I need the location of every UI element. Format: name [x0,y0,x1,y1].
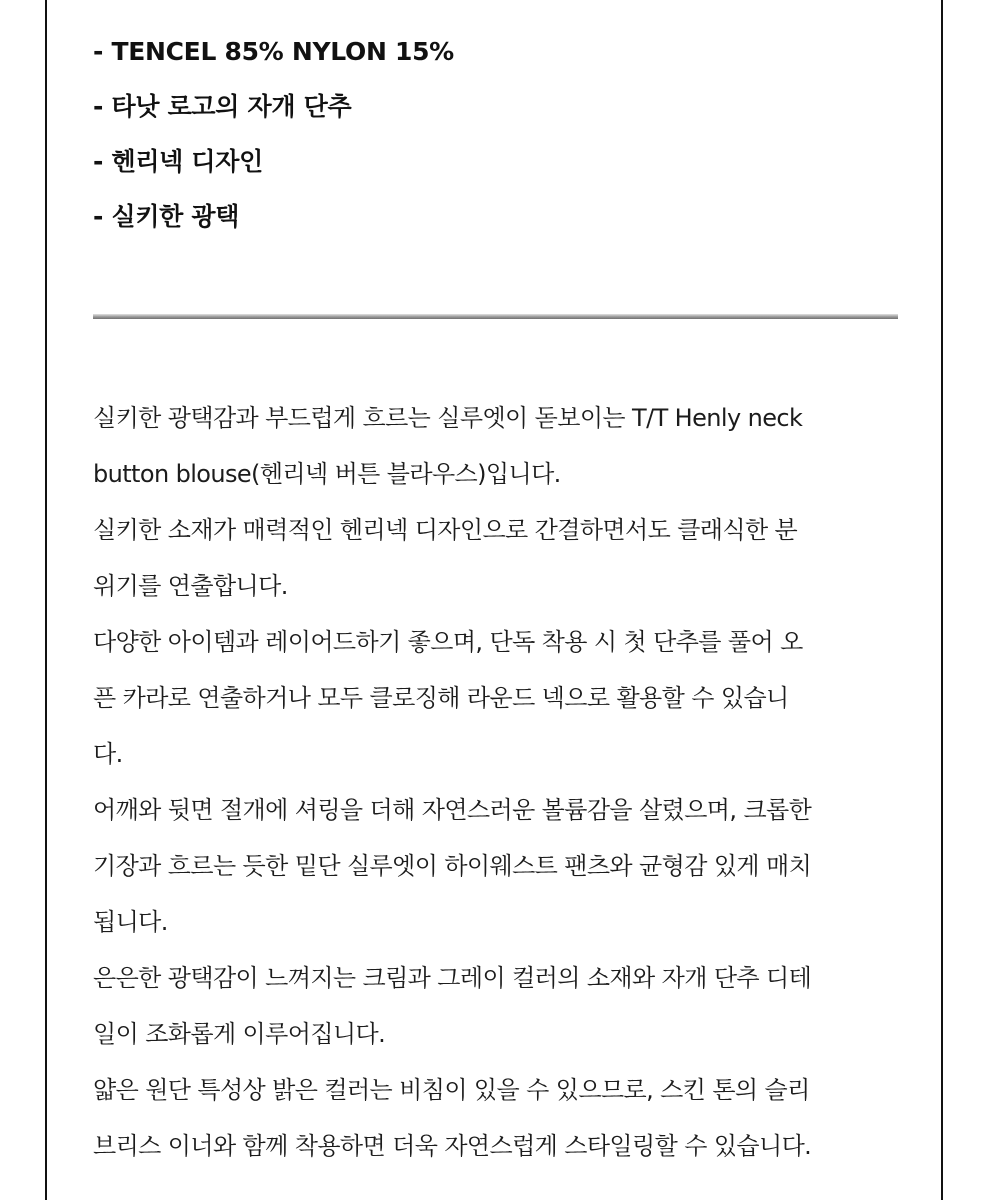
feature-design: - 헨리넥 디자인 [93,147,263,176]
section-divider [93,314,898,319]
description-line: 위기를 연출합니다. [93,572,288,600]
description-line: button blouse(헨리넥 버튼 블라우스)입니다. [93,460,561,488]
description-line: 됩니다. [93,908,168,936]
description-line: 은은한 광택감이 느껴지는 크림과 그레이 컬러의 소재와 자개 단추 디테 [93,964,812,992]
product-description [93,392,811,1176]
feature-material: - TENCEL 85% NYLON 15% [93,37,454,66]
description-line: 브리스 이너와 함께 착용하면 더욱 자연스럽게 스타일링할 수 있습니다. [93,1132,812,1160]
description-line: 기장과 흐르는 듯한 밑단 실루엣이 하이웨스트 팬츠와 균형감 있게 매치 [93,852,812,880]
description-line: 얇은 원단 특성상 밝은 컬러는 비침이 있을 수 있으므로, 스킨 톤의 슬리 [93,1076,810,1104]
description-line: 실키한 소재가 매력적인 헨리넥 디자인으로 간결하면서도 클래식한 분 [93,516,798,544]
description-line: 일이 조화롭게 이루어집니다. [93,1020,386,1048]
feature-list [93,30,454,250]
feature-gloss: - 실키한 광택 [93,202,240,231]
description-line: 다양한 아이템과 레이어드하기 좋으며, 단독 착용 시 첫 단추를 풀어 오 [93,628,803,656]
description-line: 다. [93,740,123,768]
description-line: 실키한 광택감과 부드럽게 흐르는 실루엣이 돋보이는 T/T Henly neck [93,404,803,432]
description-line: 어깨와 뒷면 절개에 셔링을 더해 자연스러운 볼륨감을 살렸으며, 크롭한 [93,796,812,824]
description-line: 픈 카라로 연출하거나 모두 클로징해 라운드 넥으로 활용할 수 있습니 [93,684,789,712]
feature-buttons: - 타낫 로고의 자개 단추 [93,92,352,121]
